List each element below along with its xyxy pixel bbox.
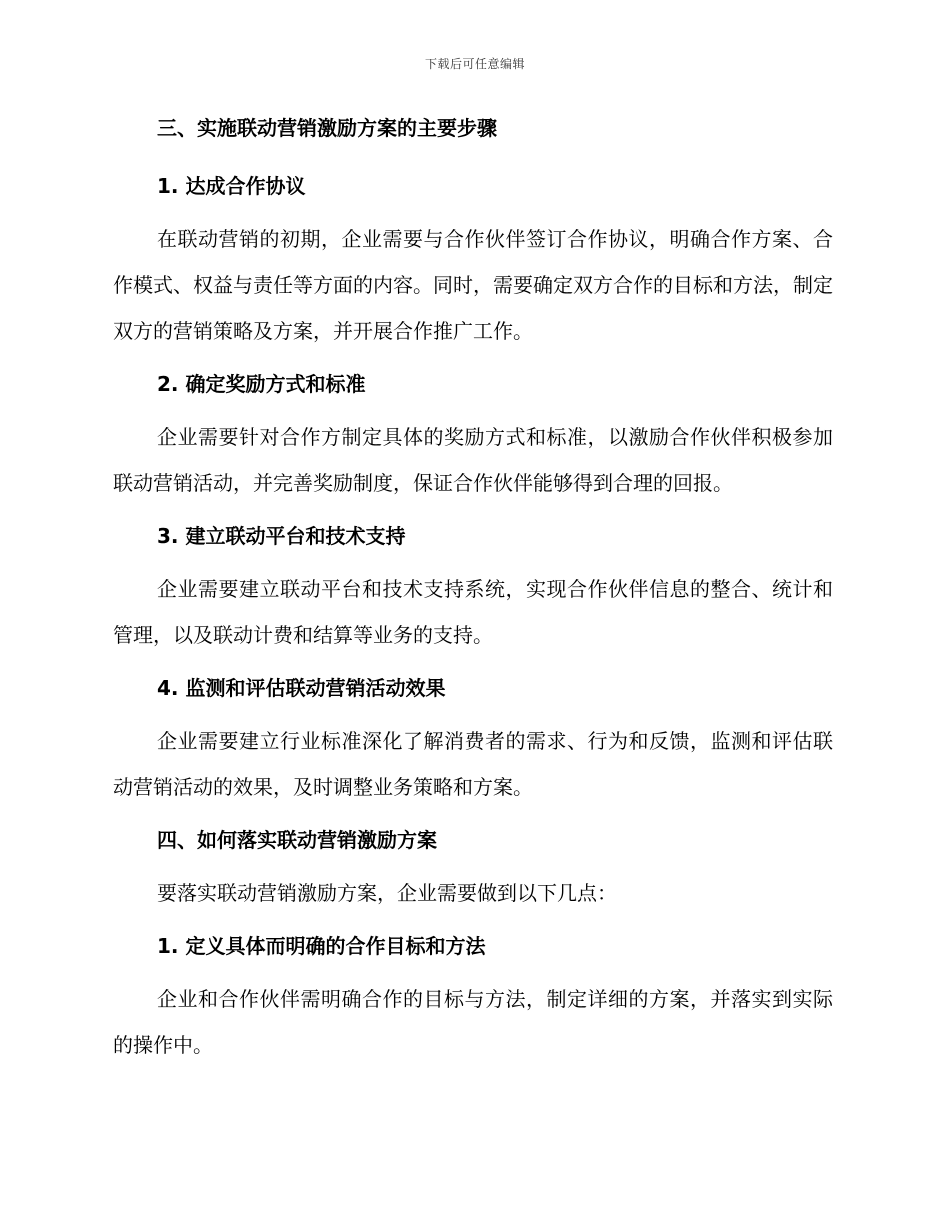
paragraph-monitor: 企业需要建立行业标准深化了解消费者的需求、行为和反馈，监测和评估联动营销活动的效果，及时调整业务策略和方案。 — [113, 729, 833, 799]
step-heading-4: 4. 监测和评估联动营销活动效果 — [157, 676, 446, 700]
paragraph-reward: 企业需要针对合作方制定具体的奖励方式和标准，以激励合作伙伴积极参加联动营销活动，并完善奖励制度，保证合作伙伴能够得到合理的回报。 — [113, 425, 833, 495]
point-heading-1: 1. 定义具体而明确的合作目标和方法 — [157, 934, 486, 958]
paragraph-agreement: 在联动营销的初期，企业需要与合作伙伴签订合作协议，明确合作方案、合作模式、权益与责任等方面的内容。同时，需要确定双方合作的目标和方法，制定双方的营销策略及方案，并开展合作推广工作。 — [113, 227, 833, 343]
step-heading-3: 3. 建立联动平台和技术支持 — [157, 524, 406, 548]
header-note: 下载后可任意编辑 — [424, 57, 525, 71]
step-heading-2: 2. 确定奖励方式和标准 — [157, 372, 366, 396]
step-heading-1: 1. 达成合作协议 — [157, 174, 306, 198]
paragraph-platform: 企业需要建立联动平台和技术支持系统，实现合作伙伴信息的整合、统计和管理，以及联动计费和结算等业务的支持。 — [113, 577, 833, 647]
section-heading-4: 四、如何落实联动营销激励方案 — [157, 828, 437, 852]
section-heading-3: 三、实施联动营销激励方案的主要步骤 — [157, 116, 497, 140]
paragraph-implement-intro: 要落实联动营销激励方案，企业需要做到以下几点： — [157, 881, 617, 905]
document-body — [113, 110, 833, 1068]
paragraph-define-goals: 企业和合作伙伴需明确合作的目标与方法，制定详细的方案，并落实到实际的操作中。 — [113, 987, 833, 1057]
